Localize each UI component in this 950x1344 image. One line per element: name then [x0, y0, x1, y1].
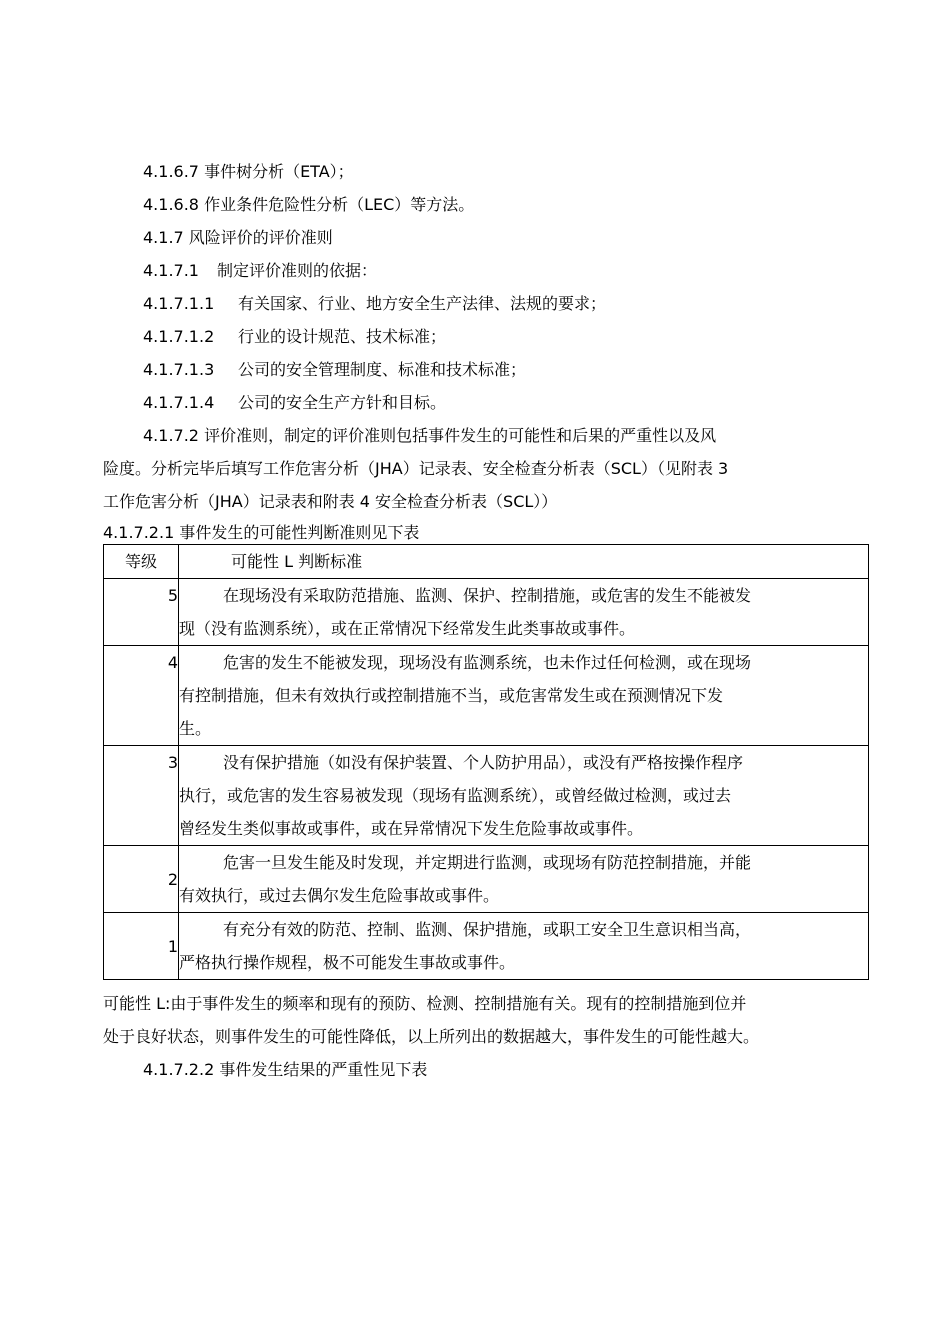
item-4171	[143, 260, 377, 282]
criteria-line: 有充分有效的防范、控制、监测、保护措施，或职工安全卫生意识相当高，	[223, 920, 752, 939]
level-cell: 2	[104, 846, 179, 913]
criteria-line: 没有保护措施（如没有保护装置、个人防护用品），或没有严格按操作程序	[223, 753, 744, 772]
para-4172-line2: 险度。分析完毕后填写工作危害分析（JHA）记录表、安全检查分析表（SCL）（见附表 3	[103, 459, 729, 478]
para-4172-line3: 工作危害分析（JHA）记录表和附表 4 安全检查分析表（SCL））	[103, 492, 558, 511]
item-number: 4.1.7.1	[143, 261, 199, 280]
para-4172-line1: 4.1.7.2 评价准则，制定的评价准则包括事件发生的可能性和后果的严重性以及风	[143, 426, 717, 445]
level-cell: 3	[104, 746, 179, 846]
criteria-line: 有效执行，或过去偶尔发生危险事故或事件。	[179, 886, 500, 905]
item-number: 4.1.7.1.3	[143, 360, 215, 379]
item-41714	[143, 392, 446, 414]
table-row	[104, 846, 869, 913]
item-number: 4.1.7.1.2	[143, 327, 215, 346]
item-41711	[143, 293, 606, 315]
table-header-row	[104, 545, 869, 579]
criteria-line: 曾经发生类似事故或事件，或在异常情况下发生危险事故或事件。	[179, 819, 644, 838]
table-row	[104, 579, 869, 646]
level-cell: 5	[104, 579, 179, 646]
table-row	[104, 913, 869, 980]
criteria-line: 危害一旦发生能及时发现，并定期进行监测，或现场有防范控制措施，并能	[223, 853, 752, 872]
criteria-line: 在现场没有采取防范措施、监测、保护、控制措施，或危害的发生不能被发	[223, 586, 752, 605]
criteria-cell	[179, 746, 869, 846]
item-41712	[143, 326, 446, 348]
item-number: 4.1.7.1.1	[143, 294, 215, 313]
criteria-line: 现（没有监测系统），或在正常情况下经常发生此类事故或事件。	[179, 619, 636, 638]
level-cell: 1	[104, 913, 179, 980]
table-caption: 4.1.7.2.1 事件发生的可能性判断准则见下表	[103, 523, 420, 542]
criteria-line: 生。	[179, 719, 212, 738]
note-line2: 处于良好状态，则事件发生的可能性降低，以上所列出的数据越大，事件发生的可能性越大。	[103, 1027, 760, 1046]
criteria-line: 执行，或危害的发生容易被发现（现场有监测系统），或曾经做过检测，或过去	[179, 786, 732, 805]
heading-41722: 4.1.7.2.2 事件发生结果的严重性见下表	[143, 1060, 428, 1079]
item-41713	[143, 359, 526, 381]
criteria-cell	[179, 846, 869, 913]
header-level: 等级	[104, 545, 179, 579]
level-cell: 4	[104, 646, 179, 746]
item-text: 有关国家、行业、地方安全生产法律、法规的要求；	[238, 294, 607, 313]
heading-417: 4.1.7 风险评价的评价准则	[143, 228, 333, 247]
item-number: 4.1.7.1.4	[143, 393, 215, 412]
table-row	[104, 746, 869, 846]
likelihood-table	[103, 544, 869, 980]
item-text: 公司的安全管理制度、标准和技术标准；	[238, 360, 527, 379]
criteria-line: 有控制措施，但未有效执行或控制措施不当，或危害常发生或在预测情况下发	[179, 686, 724, 705]
criteria-cell	[179, 646, 869, 746]
criteria-line: 危害的发生不能被发现，现场没有监测系统，也未作过任何检测，或在现场	[223, 653, 752, 672]
header-criteria: 可能性 L 判断标准	[179, 545, 869, 579]
item-text: 制定评价准则的依据：	[217, 261, 378, 280]
item-text: 行业的设计规范、技术标准；	[238, 327, 447, 346]
criteria-line: 严格执行操作规程，极不可能发生事故或事件。	[179, 953, 516, 972]
item-4167: 4.1.6.7 事件树分析（ETA）；	[143, 162, 354, 181]
note-line1: 可能性 L:由于事件发生的频率和现有的预防、检测、控制措施有关。现有的控制措施到位并	[103, 994, 747, 1013]
item-text: 公司的安全生产方针和目标。	[238, 393, 447, 412]
criteria-cell	[179, 913, 869, 980]
criteria-cell	[179, 579, 869, 646]
item-4168: 4.1.6.8 作业条件危险性分析（LEC）等方法。	[143, 195, 475, 214]
table-row	[104, 646, 869, 746]
